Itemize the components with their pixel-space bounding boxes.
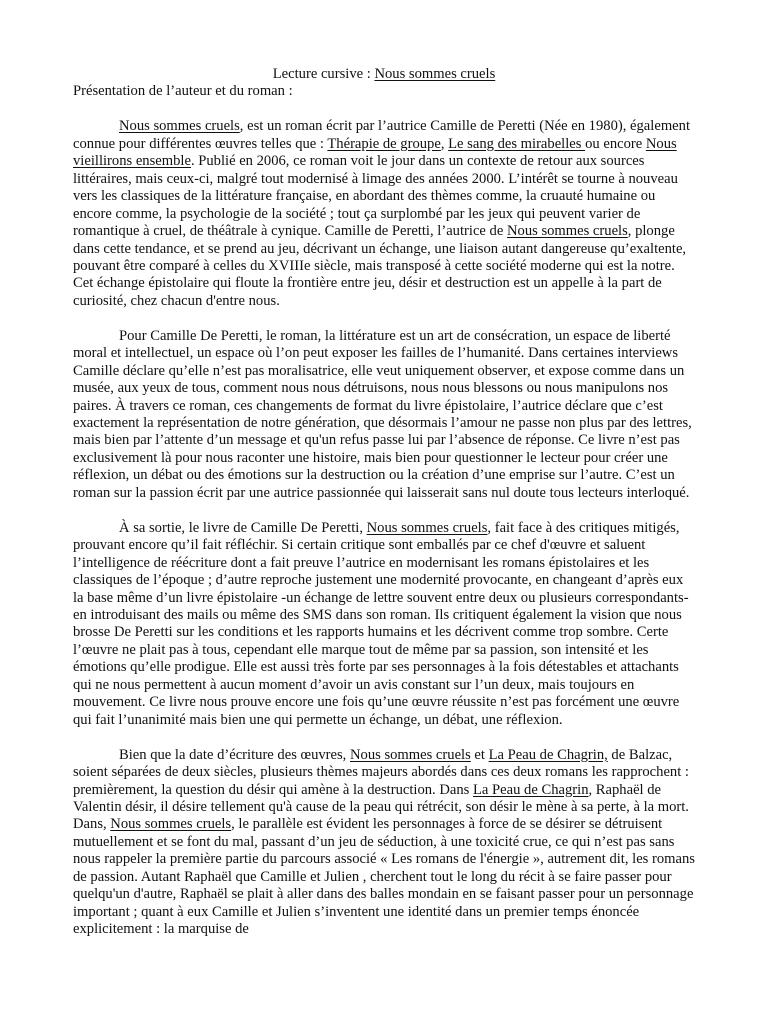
text-run: Pour Camille De Peretti, le roman, la littérature est un art de consécration, un espace de liberté moral et intellectuel, un espace où l’on peut exposer les failles de l’humanité. Dans certaines interviews Camille déclare qu’elle n’est pas moralisatrice, elle veut uniquement observer, et expose comme dans un musée, aux yeux de tous, comment nous nous détruisons, nous nous blessons ou nous manipulons nos paires. À travers ce roman, ces changements de format du livre épistolaire, l’autrice déclare que c’est exactement la représentation de notre génération, que désormais l’amour ne passe non plus par des lettres, mais bien par l’attente d’un message et qu'un refus passe lui par l’absence de réponse. Ce livre n’est pas exclusivement là pour nous raconter une histoire, mais bien pour questionner le lecteur pour créer une réflexion, un débat ou des émotions sur la destruction ou la création d’une emprise sur l’autre. C’est un roman sur la passion écrit par une autrice passionnée qui laisserait sans nul doute tous lecteurs interloqué. bbox=[73, 327, 692, 501]
book-title-reference: Nous sommes cruels bbox=[506, 223, 628, 240]
text-run: ou encore bbox=[585, 135, 646, 152]
paragraph-1 bbox=[73, 118, 695, 310]
paragraph-3 bbox=[73, 520, 695, 729]
text-run: et bbox=[470, 746, 489, 763]
text-run: , plonge dans cette tendance, et se prend au jeu, décrivant un échange, une liaison autant dangereuse qu’exaltente, pouvant être comparé à celles du XVIIIe siècle, mais transposé à cette société moderne qui est la notre. Cet échange épistolaire qui floute la frontière entre jeu, désir et destruction est un appelle à la part de curiosité, chez chacun d'entre nous. bbox=[73, 223, 687, 309]
paragraph-4 bbox=[73, 747, 695, 939]
book-title-reference: Nous sommes cruels bbox=[349, 746, 471, 763]
text-run: , est un roman écrit par l’autrice Camille de Peretti (Née en 1980), également connue pour différentes œuvres telles que : bbox=[73, 118, 690, 152]
book-title-reference: Le sang des mirabelles bbox=[448, 135, 586, 152]
book-title-reference: La Peau de Chagrin, bbox=[488, 746, 608, 763]
section-heading: Présentation de l’auteur et du roman : bbox=[73, 83, 293, 100]
text-run: , le parallèle est évident les personnages à force de se désirer se détruisent mutuellement et se font du mal, passant d’un jeu de séduction, à une toxicité crue, ce qui n’est pas sans nous rappeler la première partie du parcours associé « Les romans de l'énergie », autrement dit, les romans de passion. Autant Raphaël que Camille et Julien , cherchent tout le long du récit à se faire passer pour quelqu'un d'autre, Raphaël se plait à aller dans des balles mondain en se faisant passer pour un personnage important ; quant à eux Camille et Julien s’inventent une identité dans un premier temps énoncée explicitement : la marquise de bbox=[73, 816, 695, 938]
document-page bbox=[73, 66, 695, 956]
title-book-name: Nous sommes cruels bbox=[374, 66, 496, 82]
text-run: , Raphaël de Valentin désir, il désire tellement qu'à cause de la peau qui rétrécit, son désir le mène à sa perte, à la mort. Dans, bbox=[73, 781, 689, 833]
book-title-reference: Thérapie de groupe bbox=[327, 135, 441, 152]
text-run: , bbox=[440, 135, 449, 152]
text-run: , fait face à des critiques mitigés, prouvant encore qu’il fait réfléchir. Si certain critique sont emballés par ce chef d'œuvre et saluent l’intelligence de réécriture dont a fait preuve l’autrice en modernisant les romans épistolaires et les classiques de l’époque ; d’autre reproche justement une modernité provocante, en changeant d’après eux la base même d’un livre épistolaire -un échange de lettre souvent entre deux ou plusieurs correspondants- en introduisant des mails ou même des SMS dans son roman. Ils critiquent également la vision que nous brosse De Peretti sur les conditions et les rapports humains et les décrivent comme trop sombre. Certe l’œuvre ne plait pas à tous, cependant elle marque tout de même par sa passion, son intensité et les émotions qu’elle prodigue. Elle est aussi très forte par ses personnages à la fois détestables et attachants qui ne nous permettent à aucun moment d’avoir un avis constant sur l’un deux, mais toujours en mouvement. Ce livre nous prouve encore une fois qu’une œuvre réussite n’est pas forcément une œuvre qui fait l’unanimité mais bien une qui permette un échange, un débat, une réflexion. bbox=[73, 519, 689, 728]
text-run: Bien que la date d’écriture des œuvres, bbox=[119, 746, 350, 763]
text-run: de Balzac, soient séparées de deux siècles, plusieurs thèmes majeurs abordés dans ces deux romans les rapprochent : premièrement, la question du désir qui amène à la destruction. Dans bbox=[73, 746, 689, 798]
title-prefix: Lecture cursive : bbox=[272, 66, 375, 82]
book-title-reference: Nous vieillirons ensemble bbox=[73, 135, 677, 170]
paragraph-2 bbox=[73, 328, 695, 503]
text-run: . Publié en 2006, ce roman voit le jour dans un contexte de retour aux sources littéraires, mais ceux-ci, malgré tout modernisé à limage des années 2000. L’intérêt se tourne à nouveau vers les classiques de la littérature française, en abordant des thèmes comme, la cruauté humaine ou encore comme, la psychologie de la société ; tout ça surplombé par les jeux qui peuvent varier de romantique à cruel, de théâtrale à cynique. Camille de Peretti, l’autrice de bbox=[73, 153, 678, 240]
page-title bbox=[73, 66, 695, 83]
book-title-reference: Nous sommes cruels bbox=[119, 118, 240, 135]
book-title-reference: Nous sommes cruels bbox=[366, 519, 488, 536]
book-title-reference: La Peau de Chagrin bbox=[473, 781, 589, 798]
text-run: À sa sortie, le livre de Camille De Peretti, bbox=[119, 519, 367, 536]
book-title-reference: Nous sommes cruels bbox=[110, 816, 232, 833]
